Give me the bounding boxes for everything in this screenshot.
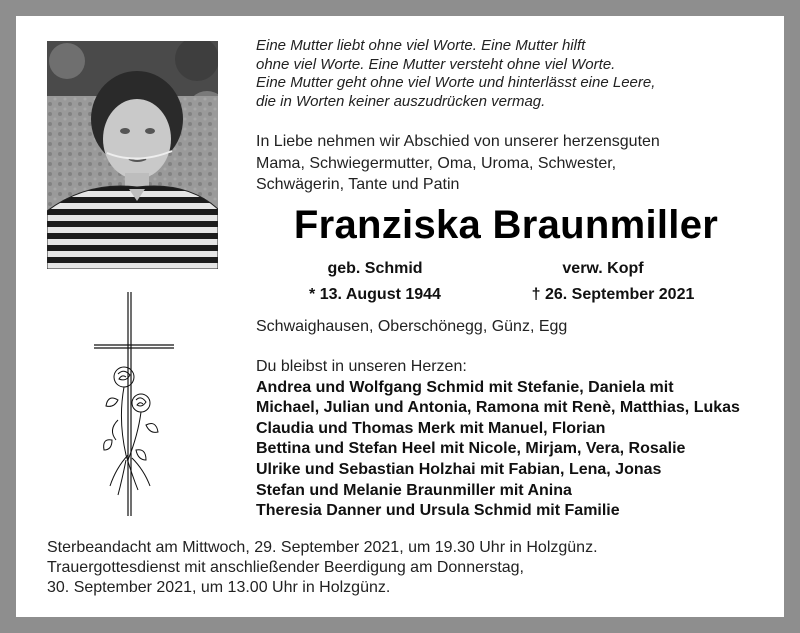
intro-line: Schwägerin, Tante und Patin [256, 176, 460, 193]
mourner-line: Andrea und Wolfgang Schmid mit Stefanie, Daniela mit [256, 378, 674, 396]
cross-with-roses-icon [88, 290, 178, 518]
mourner-line: Michael, Julian und Antonia, Ramona mit Renè, Matthias, Lukas [256, 399, 740, 417]
quote-line: Eine Mutter geht ohne viel Worte und hinterlässt eine Leere, [256, 74, 656, 91]
death-date: † 26. September 2021 [531, 286, 695, 303]
portrait-image [47, 41, 218, 269]
portrait-photo [47, 41, 218, 269]
mourners-block [256, 357, 776, 522]
service-line: Trauergottesdienst mit anschließender Beerdigung am Donnerstag, [47, 559, 524, 576]
birth-name: geb. Schmid [327, 260, 423, 277]
intro-block [256, 131, 756, 196]
intro-line: In Liebe nehmen wir Abschied von unserer herzensguten [256, 133, 660, 150]
places-line: Schwaighausen, Oberschönegg, Günz, Egg [256, 318, 568, 335]
service-line: Sterbeandacht am Mittwoch, 29. September 2021, um 19.30 Uhr in Holzgünz. [47, 539, 598, 556]
cross-drawing [88, 290, 178, 518]
intro-line: Mama, Schwiegermutter, Oma, Uroma, Schwester, [256, 154, 617, 172]
birth-date: * 13. August 1944 [309, 286, 441, 303]
service-line: 30. September 2021, um 13.00 Uhr in Holzgünz. [47, 579, 391, 596]
service-info [47, 538, 767, 598]
deceased-name: Franziska Braunmiller [293, 203, 719, 247]
quote-line: ohne viel Worte. Eine Mutter versteht ohne viel Worte. [256, 55, 616, 73]
mourner-line: Theresia Danner und Ursula Schmid mit Familie [256, 502, 620, 520]
mourner-line: Bettina und Stefan Heel mit Nicole, Mirjam, Vera, Rosalie [256, 440, 686, 458]
mourner-line: Stefan und Melanie Braunmiller mit Anina [256, 481, 572, 499]
mourner-line: Claudia und Thomas Merk mit Manuel, Florian [256, 419, 606, 437]
mourner-line: Ulrike und Sebastian Holzhai mit Fabian, Lena, Jonas [256, 460, 662, 478]
mourners-heading: Du bleibst in unseren Herzen: [256, 358, 467, 375]
quote-block [256, 37, 756, 111]
widowed-name: verw. Kopf [562, 260, 644, 277]
quote-line: die in Worten keiner auszudrücken vermag. [256, 92, 546, 110]
quote-line: Eine Mutter liebt ohne viel Worte. Eine Mutter hilft [256, 37, 586, 54]
